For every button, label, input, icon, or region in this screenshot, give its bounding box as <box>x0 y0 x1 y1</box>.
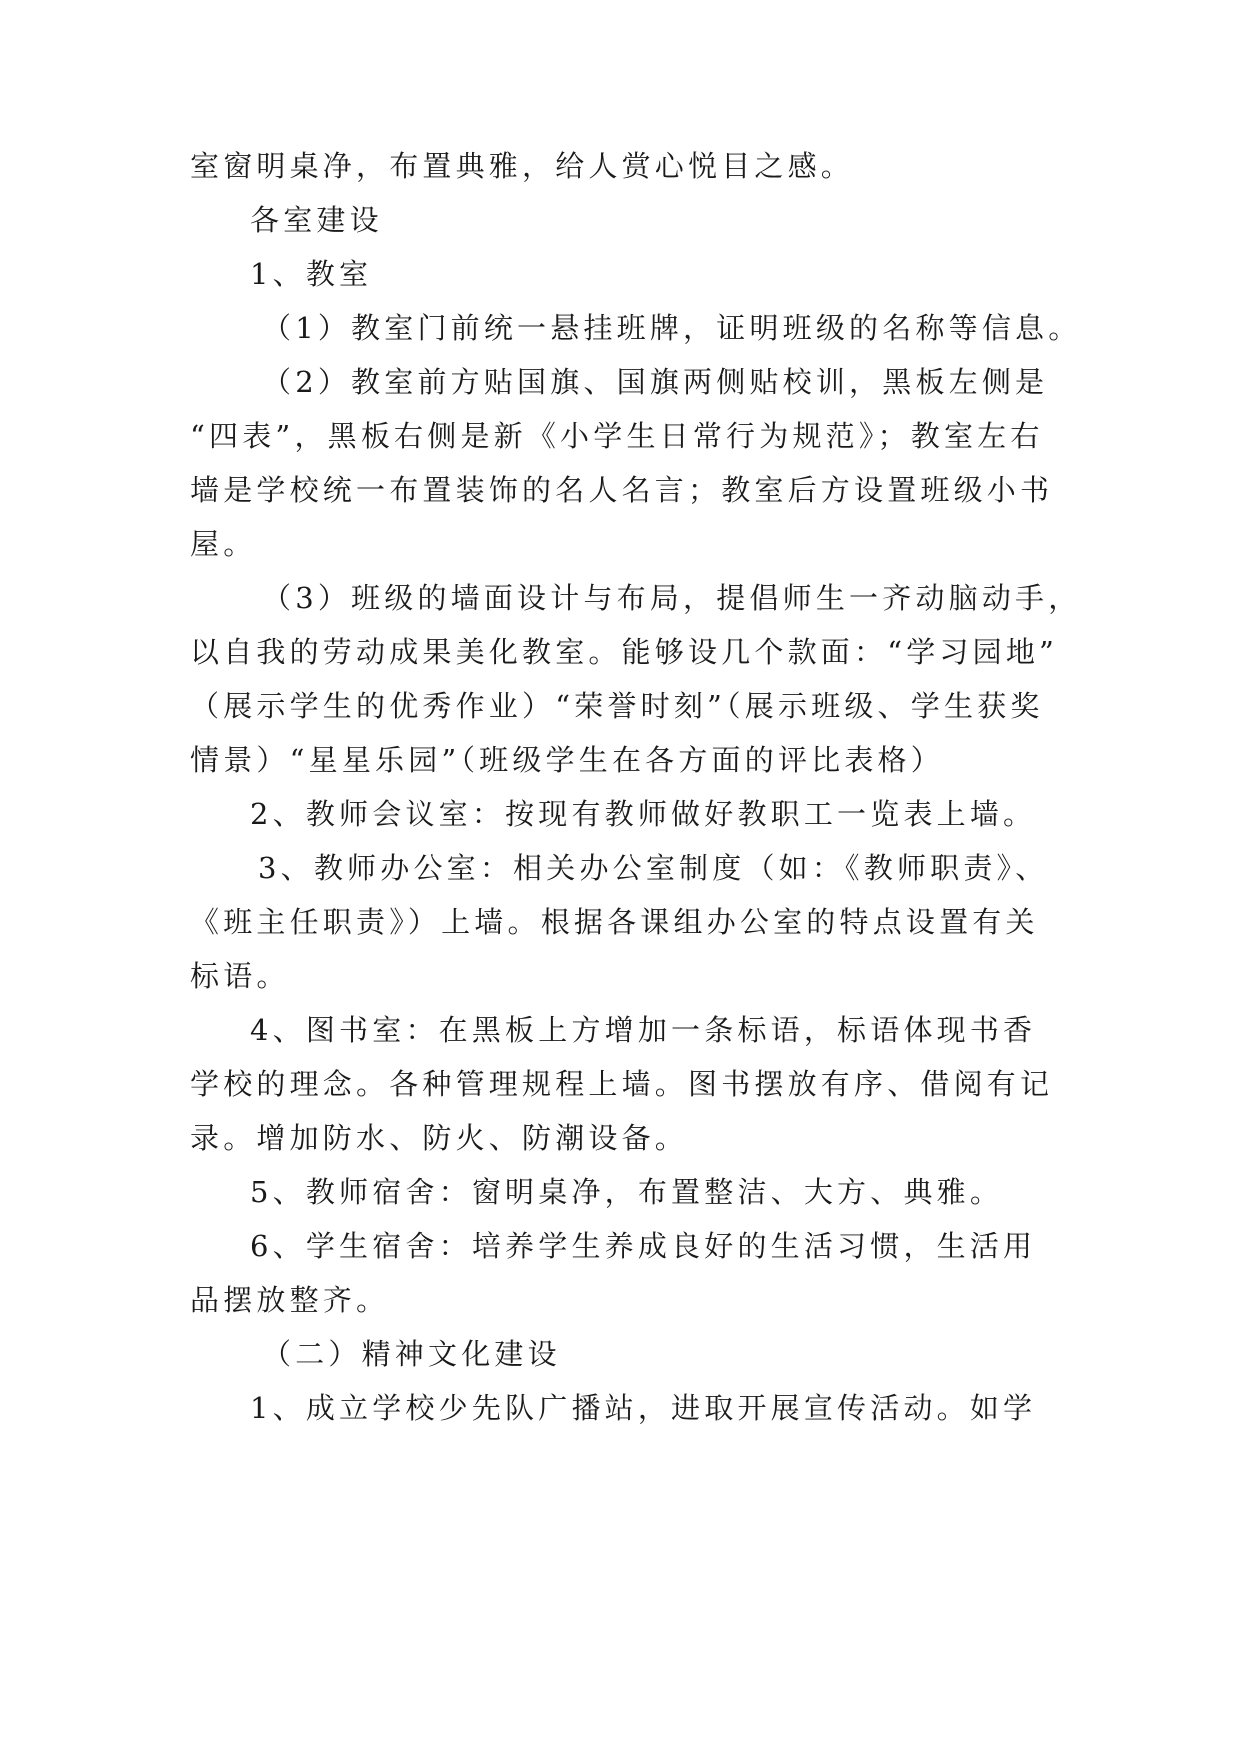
item-heading: 1、教室 <box>250 257 373 291</box>
text-line: 5、教师宿舍：窗明桌净，布置整洁、大方、典雅。 <box>250 1175 1004 1209</box>
text-line: 3、教师办公室：相关办公室制度（如：《教师职责》、 <box>258 851 1049 885</box>
text-line: 墙是学校统一布置装饰的名人名言；教室后方设置班级小书 <box>190 473 1054 507</box>
section-heading: （二）精神文化建设 <box>262 1337 561 1371</box>
text-line: 1、成立学校少先队广播站，进取开展宣传活动。如学 <box>250 1391 1037 1425</box>
text-line: 情景）“星星乐园”（班级学生在各方面的评比表格） <box>190 743 944 777</box>
text-line: 学校的理念。各种管理规程上墙。图书摆放有序、借阅有记 <box>190 1067 1054 1101</box>
text-line: 录。增加防水、防火、防潮设备。 <box>190 1121 689 1155</box>
text-line: 屋。 <box>190 527 257 561</box>
text-line: 《班主任职责》）上墙。根据各课组办公室的特点设置有关 <box>190 905 1039 939</box>
text-line: 品摆放整齐。 <box>190 1283 390 1317</box>
text-line: （展示学生的优秀作业）“荣誉时刻”（展示班级、学生获奖 <box>190 689 1044 723</box>
text-line: （2）教室前方贴国旗、国旗两侧贴校训，黑板左侧是 <box>262 365 1049 399</box>
text-line: 6、学生宿舍：培养学生养成良好的生活习惯，生活用 <box>250 1229 1037 1263</box>
text-line: （1）教室门前统一悬挂班牌，证明班级的名称等信息。 <box>262 311 1082 345</box>
text-line: 以自我的劳动成果美化教室。能够设几个款面：“学习园地” <box>190 635 1059 669</box>
text-line: 标语。 <box>190 959 290 993</box>
text-line: （3）班级的墙面设计与布局，提倡师生一齐动脑动手， <box>262 581 1082 615</box>
text-line: 2、教师会议室：按现有教师做好教职工一览表上墙。 <box>250 797 1037 831</box>
text-line: “四表”，黑板右侧是新《小学生日常行为规范》；教室左右 <box>190 419 1044 453</box>
section-heading: 各室建设 <box>250 203 383 237</box>
text-line: 4、图书室：在黑板上方增加一条标语，标语体现书香 <box>250 1013 1037 1047</box>
text-line: 室窗明桌净，布置典雅，给人赏心悦目之感。 <box>190 149 855 183</box>
